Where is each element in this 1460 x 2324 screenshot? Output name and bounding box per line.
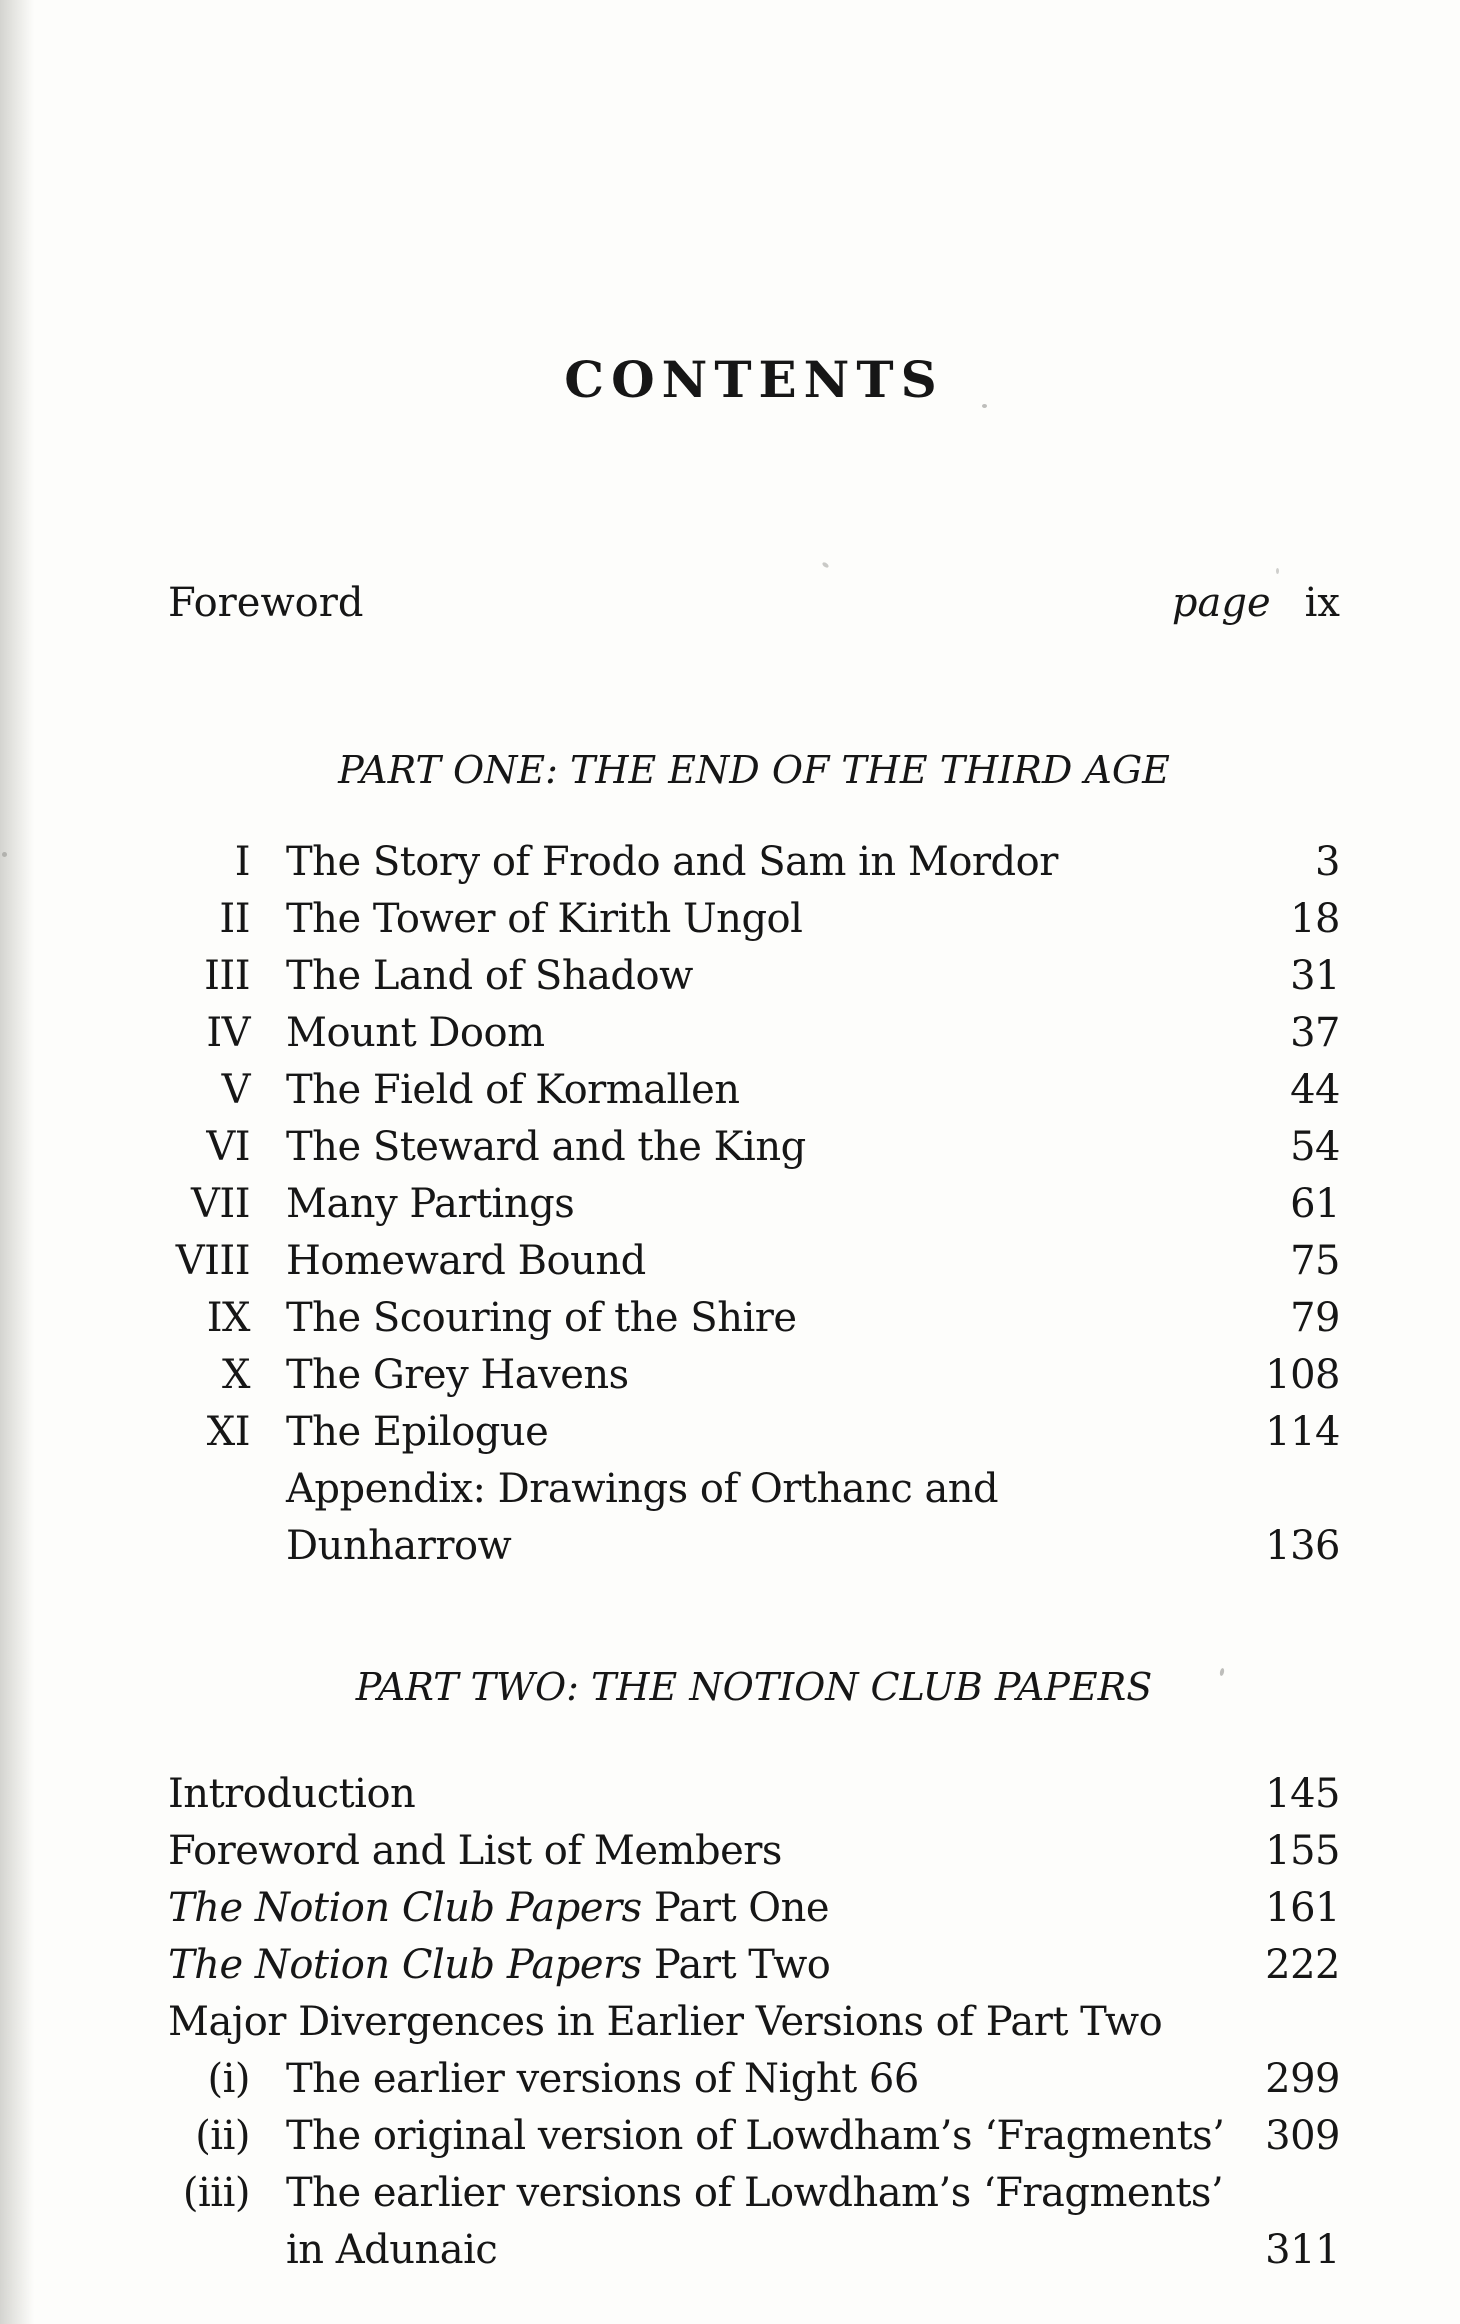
chapter-numeral: II <box>219 895 250 942</box>
chapter-title: The Grey Havens <box>286 1351 629 1398</box>
scan-artifact <box>2 852 7 857</box>
chapter-numeral: X <box>222 1351 250 1398</box>
page-title: CONTENTS <box>564 350 944 409</box>
chapter-page-number: 44 <box>1290 1066 1340 1113</box>
toc-entry <box>168 891 1340 948</box>
chapter-title: Homeward Bound <box>286 1237 646 1284</box>
page-gutter-shadow <box>0 0 34 2324</box>
chapter-title: The Land of Shadow <box>286 952 693 999</box>
chapter-numeral: VI <box>206 1123 250 1170</box>
chapter-title: Appendix: Drawings of Orthanc and Dunharrow <box>286 1465 999 1569</box>
toc-entry <box>168 1347 1340 1404</box>
work-title-rest: Part One <box>641 1885 830 1932</box>
subsection-page-number: 299 <box>1265 2056 1340 2103</box>
toc-entry <box>168 1461 1340 1575</box>
toc-entry <box>168 1176 1340 1233</box>
subsection-numeral: (ii) <box>195 2113 250 2160</box>
chapter-numeral: VII <box>191 1180 250 1227</box>
chapter-numeral: IV <box>206 1009 250 1056</box>
subsection-title <box>286 2165 1230 2279</box>
subsection-numeral: (i) <box>207 2056 250 2103</box>
toc-entry <box>168 1119 1340 1176</box>
subsection-page-number: 311 <box>1265 2227 1340 2274</box>
part-one-toc <box>168 834 1340 1575</box>
work-title-italic: The Notion Club Papers <box>168 1885 642 1932</box>
foreword-label: Foreword <box>168 580 364 626</box>
chapter-page-number: 136 <box>1265 1522 1340 1569</box>
part-one-heading: PART ONE: THE END OF THE THIRD AGE <box>338 748 1170 792</box>
part-two-heading: PART TWO: THE NOTION CLUB PAPERS <box>355 1664 1153 1709</box>
section-page-number: 161 <box>1265 1885 1340 1932</box>
toc-entry <box>168 948 1340 1005</box>
subsection-title: The earlier versions of Night 66 <box>286 2056 919 2103</box>
chapter-page-number: 108 <box>1265 1351 1340 1398</box>
toc-entry <box>168 1062 1340 1119</box>
toc-entry <box>168 1937 1340 1994</box>
section-page-number: 145 <box>1265 1771 1340 1818</box>
section-title: Foreword and List of Members <box>168 1828 782 1875</box>
subsection-title-line2: in Adunaic <box>286 2227 498 2274</box>
chapter-page-number: 75 <box>1290 1237 1340 1284</box>
chapter-title: The Steward and the King <box>286 1123 806 1170</box>
toc-entry <box>168 1290 1340 1347</box>
toc-entry <box>168 1880 1340 1937</box>
page-word-label: page <box>1171 580 1271 626</box>
toc-entry <box>168 834 1340 891</box>
subsection-title-line1: The earlier versions of Lowdham’s ‘Fragments’ <box>286 2170 1224 2217</box>
chapter-page-number: 79 <box>1290 1294 1340 1341</box>
chapter-numeral: V <box>221 1066 250 1113</box>
foreword-entry <box>168 575 1340 632</box>
chapter-page-number: 18 <box>1290 895 1340 942</box>
chapter-title: The Epilogue <box>286 1408 549 1455</box>
subsection-title: The original version of Lowdham’s ‘Fragments’ <box>286 2113 1225 2160</box>
contents-page <box>168 0 1340 2279</box>
subsection-page-number: 309 <box>1265 2113 1340 2160</box>
chapter-title: Mount Doom <box>286 1009 545 1056</box>
toc-entry <box>168 1994 1340 2051</box>
chapter-page-number: 54 <box>1290 1123 1340 1170</box>
toc-entry <box>168 1766 1340 1823</box>
section-title <box>168 1880 1230 1937</box>
section-title <box>168 1937 1230 1994</box>
chapter-title: Many Partings <box>286 1180 575 1227</box>
chapter-page-number: 114 <box>1265 1408 1340 1455</box>
part-two-toc <box>168 1766 1340 2279</box>
subsection-numeral: (iii) <box>182 2170 250 2217</box>
toc-entry <box>168 1404 1340 1461</box>
chapter-page-number: 31 <box>1290 952 1340 999</box>
chapter-title: The Story of Frodo and Sam in Mordor <box>286 838 1058 885</box>
chapter-title: The Field of Kormallen <box>286 1066 740 1113</box>
work-title-italic: The Notion Club Papers <box>168 1942 642 1989</box>
work-title-rest: Part Two <box>641 1942 831 1989</box>
chapter-numeral: XI <box>206 1408 250 1455</box>
toc-entry <box>168 1233 1340 1290</box>
toc-entry <box>168 2108 1340 2165</box>
chapter-title: The Scouring of the Shire <box>286 1294 797 1341</box>
section-page-number: 155 <box>1265 1828 1340 1875</box>
toc-entry <box>168 1823 1340 1880</box>
chapter-page-number: 3 <box>1315 838 1340 885</box>
foreword-page-number: ix <box>1304 580 1340 626</box>
section-title: Introduction <box>168 1771 416 1818</box>
chapter-page-number: 61 <box>1290 1180 1340 1227</box>
toc-entry <box>168 1005 1340 1062</box>
chapter-numeral: I <box>234 838 250 885</box>
section-title: Major Divergences in Earlier Versions of Part Two <box>168 1999 1163 2046</box>
chapter-numeral: IX <box>206 1294 250 1341</box>
toc-entry <box>168 2051 1340 2108</box>
chapter-numeral: III <box>204 952 250 999</box>
chapter-numeral: VIII <box>175 1237 250 1284</box>
chapter-title: The Tower of Kirith Ungol <box>286 895 803 942</box>
section-page-number: 222 <box>1265 1942 1340 1989</box>
toc-entry <box>168 2165 1340 2279</box>
chapter-page-number: 37 <box>1290 1009 1340 1056</box>
